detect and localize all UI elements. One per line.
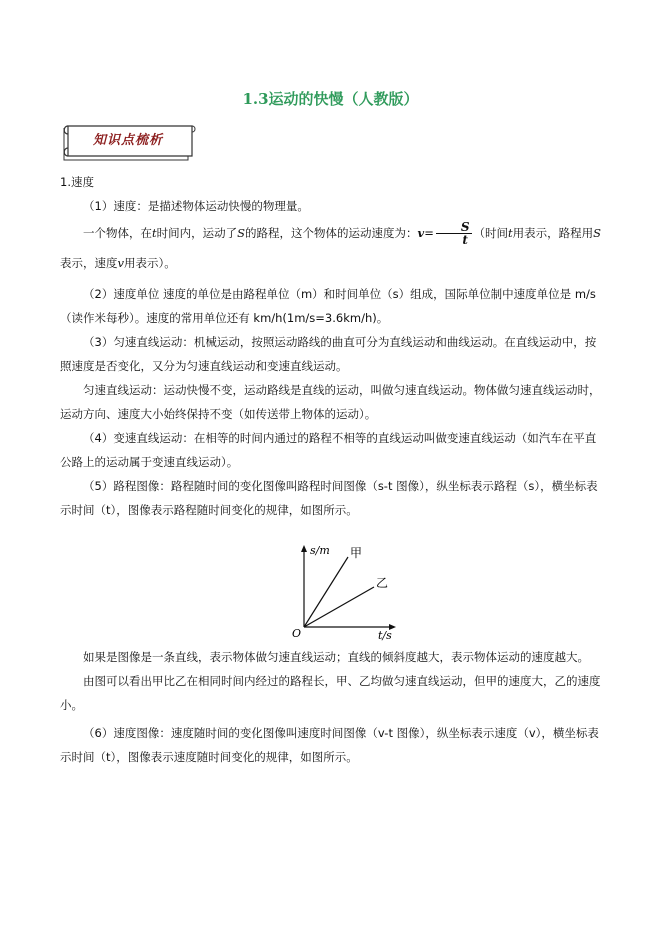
line-jia	[304, 557, 348, 627]
st-graph-figure	[290, 543, 400, 643]
speed-formula-fraction: $\frac{S}{t}$	[436, 221, 472, 246]
paragraph-vt-graph: （6）速度图像：速度随时间的变化图像叫速度时间图像（v-t 图像），纵坐标表示速度（v），横坐标表示时间（t），图像表示速度随时间变化的规律，如图所示。	[60, 726, 599, 764]
paragraph-formula: 一个物体，在t时间内，运动了S的路程，这个物体的运动速度为：v= $\frac{S}{t}$ （时间t用表示，路程用S表示，速度v用表示）。	[60, 220, 602, 270]
page-title: 1.3运动的快慢（人教版）	[242, 90, 419, 108]
paragraph-st-graph: （5）路程图像：路程随时间的变化图像叫路程时间图像（s-t 图像），纵坐标表示路程（s），横坐标表示时间（t），图像表示路程随时间变化的规律，如图所示。	[60, 479, 598, 517]
paragraph-graph-explanation: 如果是图像是一条直线，表示物体做匀速直线运动；直线的倾斜度越大，表示物体运动的速度越大。	[83, 650, 589, 664]
x-axis-label: t/s	[378, 629, 392, 642]
y-axis-arrow	[301, 545, 307, 552]
y-axis-label: s/m	[310, 544, 330, 557]
line-jia-label: 甲	[350, 546, 363, 560]
formula-v: v	[417, 226, 425, 240]
line-yi-label: 乙	[376, 576, 389, 590]
paragraph-variable-motion: （4）变速直线运动：在相等的时间内通过的路程不相等的直线运动叫做变速直线运动（如汽车在平直公路上的运动属于变速直线运动）。	[60, 431, 597, 469]
paragraph-graph-comparison: 由图可以看出甲比乙在相同时间内经过的路程长，甲、乙均做匀速直线运动，但甲的速度大，乙的速度小。	[60, 674, 601, 712]
banner-label: 知识点梳析	[92, 133, 163, 148]
origin-label: O	[292, 627, 302, 640]
paragraph-uniform-motion: （3）匀速直线运动：机械运动，按照运动路线的曲直可分为直线运动和曲线运动。在直线运动中，按照速度是否变化，又分为匀速直线运动和变速直线运动。	[60, 335, 597, 373]
paragraph-definition: （1）速度：是描述物体运动快慢的物理量。	[83, 199, 309, 213]
st-graph	[290, 543, 400, 643]
paragraph-units: （2）速度单位 速度的单位是由路程单位（m）和时间单位（s）组成，国际单位制中速度单位是 m/s（读作米每秒）。速度的常用单位还有 km/h(1m/s=3.6km/h)。	[60, 287, 596, 325]
paragraph-uniform-definition: 匀速直线运动：运动快慢不变，运动路线是直线的运动，叫做匀速直线运动。物体做匀速直线运动时，运动方向、速度大小始终保持不变（如传送带上物体的运动）。	[60, 383, 601, 421]
section-heading: 1.速度	[60, 175, 94, 189]
line-yi	[304, 587, 374, 627]
section-banner	[60, 122, 196, 162]
